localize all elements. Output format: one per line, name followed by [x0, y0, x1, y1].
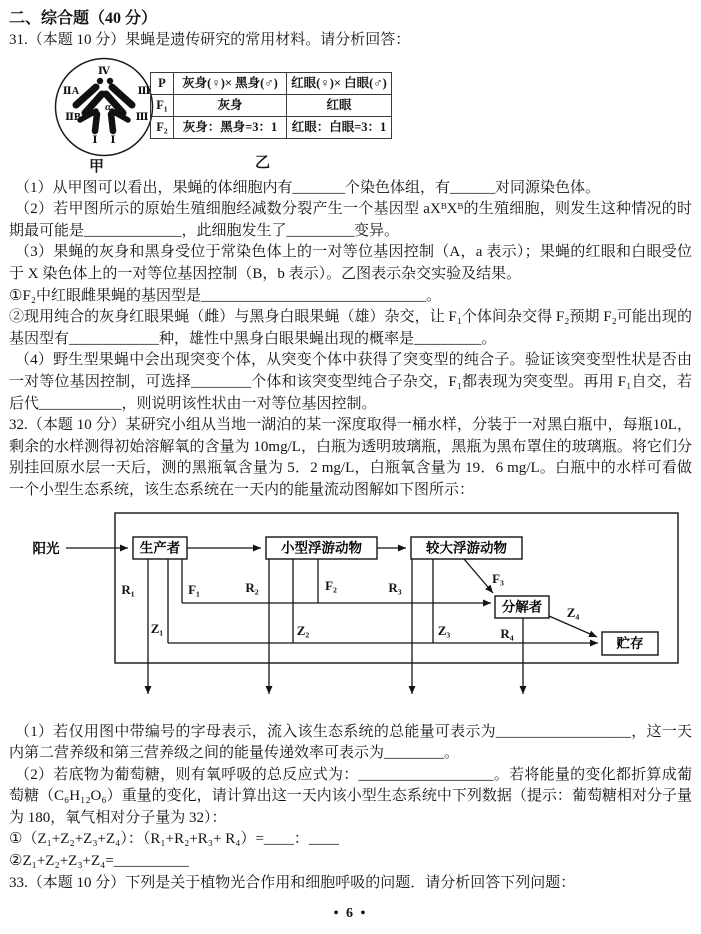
chromosome-label-ii-b: ⅡB: [65, 111, 81, 123]
f3-arrow: [464, 559, 493, 593]
chromosome-label-iii-upper: Ⅲ: [137, 85, 151, 97]
producer-label: 生产者: [139, 540, 181, 555]
q32-item-2-sub1: ①（Z₁+Z₂+Z₃+Z₄）：（R₁+R₂+R₃+ R₄）=____：____: [9, 831, 339, 848]
q31-item-2: （2）若甲图所示的原始生殖细胞经减数分裂产生一个基因型 aXᴮXᴮ的生殖细胞，则发生这种情况的时期最可能是_____________，此细胞发生了_________变异。: [9, 201, 692, 239]
large-zooplankton-label: 较大浮游动物: [426, 540, 507, 555]
q31-item-4: （4）野生型果蝇中会出现突变个体，从突变个体中获得了突变型的纯合子。验证该突变型性状是否由一对等位基因控制，可选择________个体和该突变型纯合子杂交，F₁都表现为突变型。再用 F₁自交，若后代___________，则说明该性状由一对等位基因控制。: [9, 352, 692, 412]
row-header-f1: F₁: [151, 94, 174, 116]
q31-item-3: （3）果蝇的灰身和黑身受位于常染色体上的一对等位基因控制（A，a 表示）；果蝇的红眼和白眼受位于 X 染色体上的一对等位基因控制（B，b 表示）。乙图表示杂交实验及结果。: [9, 244, 692, 282]
f3-label: F₃: [492, 570, 504, 586]
row-header-p: P: [151, 72, 174, 94]
small-zooplankton-label: 小型浮游动物: [281, 540, 362, 555]
cell-eye-cross: 红眼(♀)× 白眼(♂): [287, 72, 392, 94]
z3-label: Z₃: [437, 622, 451, 638]
z1-label: Z₁: [150, 620, 164, 636]
table-row-f1: [151, 94, 392, 116]
row-header-f2: F₂: [151, 116, 174, 138]
decomposer-label: 分解者: [501, 599, 543, 614]
r3-label: R₃: [388, 579, 402, 595]
energy-flow-svg: [0, 510, 701, 708]
chromosome-label-i-right: Ⅰ: [110, 134, 116, 146]
chromosome-label-alpha: α: [105, 101, 111, 113]
table-row-p: [151, 72, 392, 94]
cell-diagram-jia: [52, 56, 158, 162]
chromosome-label-ii-a: ⅡA: [62, 85, 80, 97]
r1-label: R₁: [121, 581, 135, 597]
q32-intro: 32.（本题 10 分）某研究小组从当地一湖泊的某一深度取得一桶水样，分装于一对黑白瓶中，每瓶10L，剩余的水样测得初始溶解氧的含量为 10mg/L，白瓶为透明玻璃瓶，黑瓶为黑布罩住的玻璃瓶。将它们分别挂回原水层一天后，测的黑瓶氧含量为 5．2 mg/L，白瓶氧含量为 19．6 mg/L。白瓶中的水样可看做一个小型生态系统，该生态系统在一天内的能量流动图解如下图所示：: [9, 417, 692, 498]
q33-intro: 33.（本题 10 分）下列是关于植物光合作用和细胞呼吸的问题．请分析回答下列问题：: [9, 874, 576, 891]
q31-item-1: （1）从甲图可以看出，果蝇的体细胞内有_______个染色体组，有______对同源染色体。: [15, 179, 601, 196]
table-row-f2: [151, 116, 392, 138]
z2-label: Z₂: [296, 622, 310, 638]
chromosome-label-iii-lower: Ⅲ: [135, 111, 149, 123]
cell-body-cross: 灰身(♀)× 黑身(♂): [174, 72, 287, 94]
chromosome-label-i-left: Ⅰ: [92, 134, 98, 146]
z4-label: Z₄: [566, 604, 580, 620]
storage-label: 贮存: [616, 635, 644, 651]
f2-label: F₂: [325, 577, 337, 593]
chromosomes: [76, 77, 132, 130]
q32-energy-flow-diagram: [9, 510, 692, 708]
cell-body-f1: 灰身: [174, 94, 287, 116]
f1-label: F₁: [188, 581, 200, 597]
cell-eye-f2: 红眼：白眼=3：1: [287, 116, 392, 138]
q31-item-3-sub1: ①F₂中红眼雌果蝇的基因型是______________________________。: [9, 287, 442, 304]
q32-item-2: （2）若底物为葡萄糖，则有氧呼吸的总反应式为：__________________。若将能量的变化都折算成葡萄糖（C₆H₁₂O₆）重量的变化，请计算出这一天内该小型生态系统中下列数据（提示：葡萄糖相对分子量为 180，氧气相对分子量为 32）：: [9, 766, 692, 826]
page-number: • 6 •: [333, 906, 368, 921]
q32-item-2-sub2: ②Z₁+Z₂+Z₃+Z₄=__________: [9, 853, 189, 870]
cell-eye-f1: 红眼: [287, 94, 392, 116]
section-title: 二、综合题（40 分）: [9, 10, 158, 27]
q31-item-3-sub2: ②现用纯合的灰身红眼果蝇（雌）与黑身白眼果蝇（雄）杂交，让 F₁个体间杂交得 F₂预期 F₂可能出现的基因型有____________种，雄性中黑身白眼果蝇出现的概率是_________。: [9, 309, 692, 347]
chromosome-label-iv: Ⅳ: [98, 65, 110, 77]
cross-results-table: [150, 72, 392, 139]
cell-body-f2: 灰身：黑身=3：1: [174, 116, 287, 138]
q31-intro: 31.（本题 10 分）果蝇是遗传研究的常用材料。请分析回答：: [9, 32, 411, 48]
q32-item-1: （1）若仅用图中带编号的字母表示，流入该生态系统的总能量可表示为__________________，这一天内第二营养级和第三营养级之间的能量传递效率可表示为________。: [9, 723, 692, 762]
r2-label: R₂: [245, 579, 259, 595]
sunlight-label: 阳光: [32, 540, 60, 556]
figure-caption-jia: 甲: [89, 158, 105, 175]
q31-figure: [9, 55, 692, 177]
figure-caption-yi: 乙: [255, 154, 271, 171]
r4-label: R₄: [500, 625, 514, 641]
